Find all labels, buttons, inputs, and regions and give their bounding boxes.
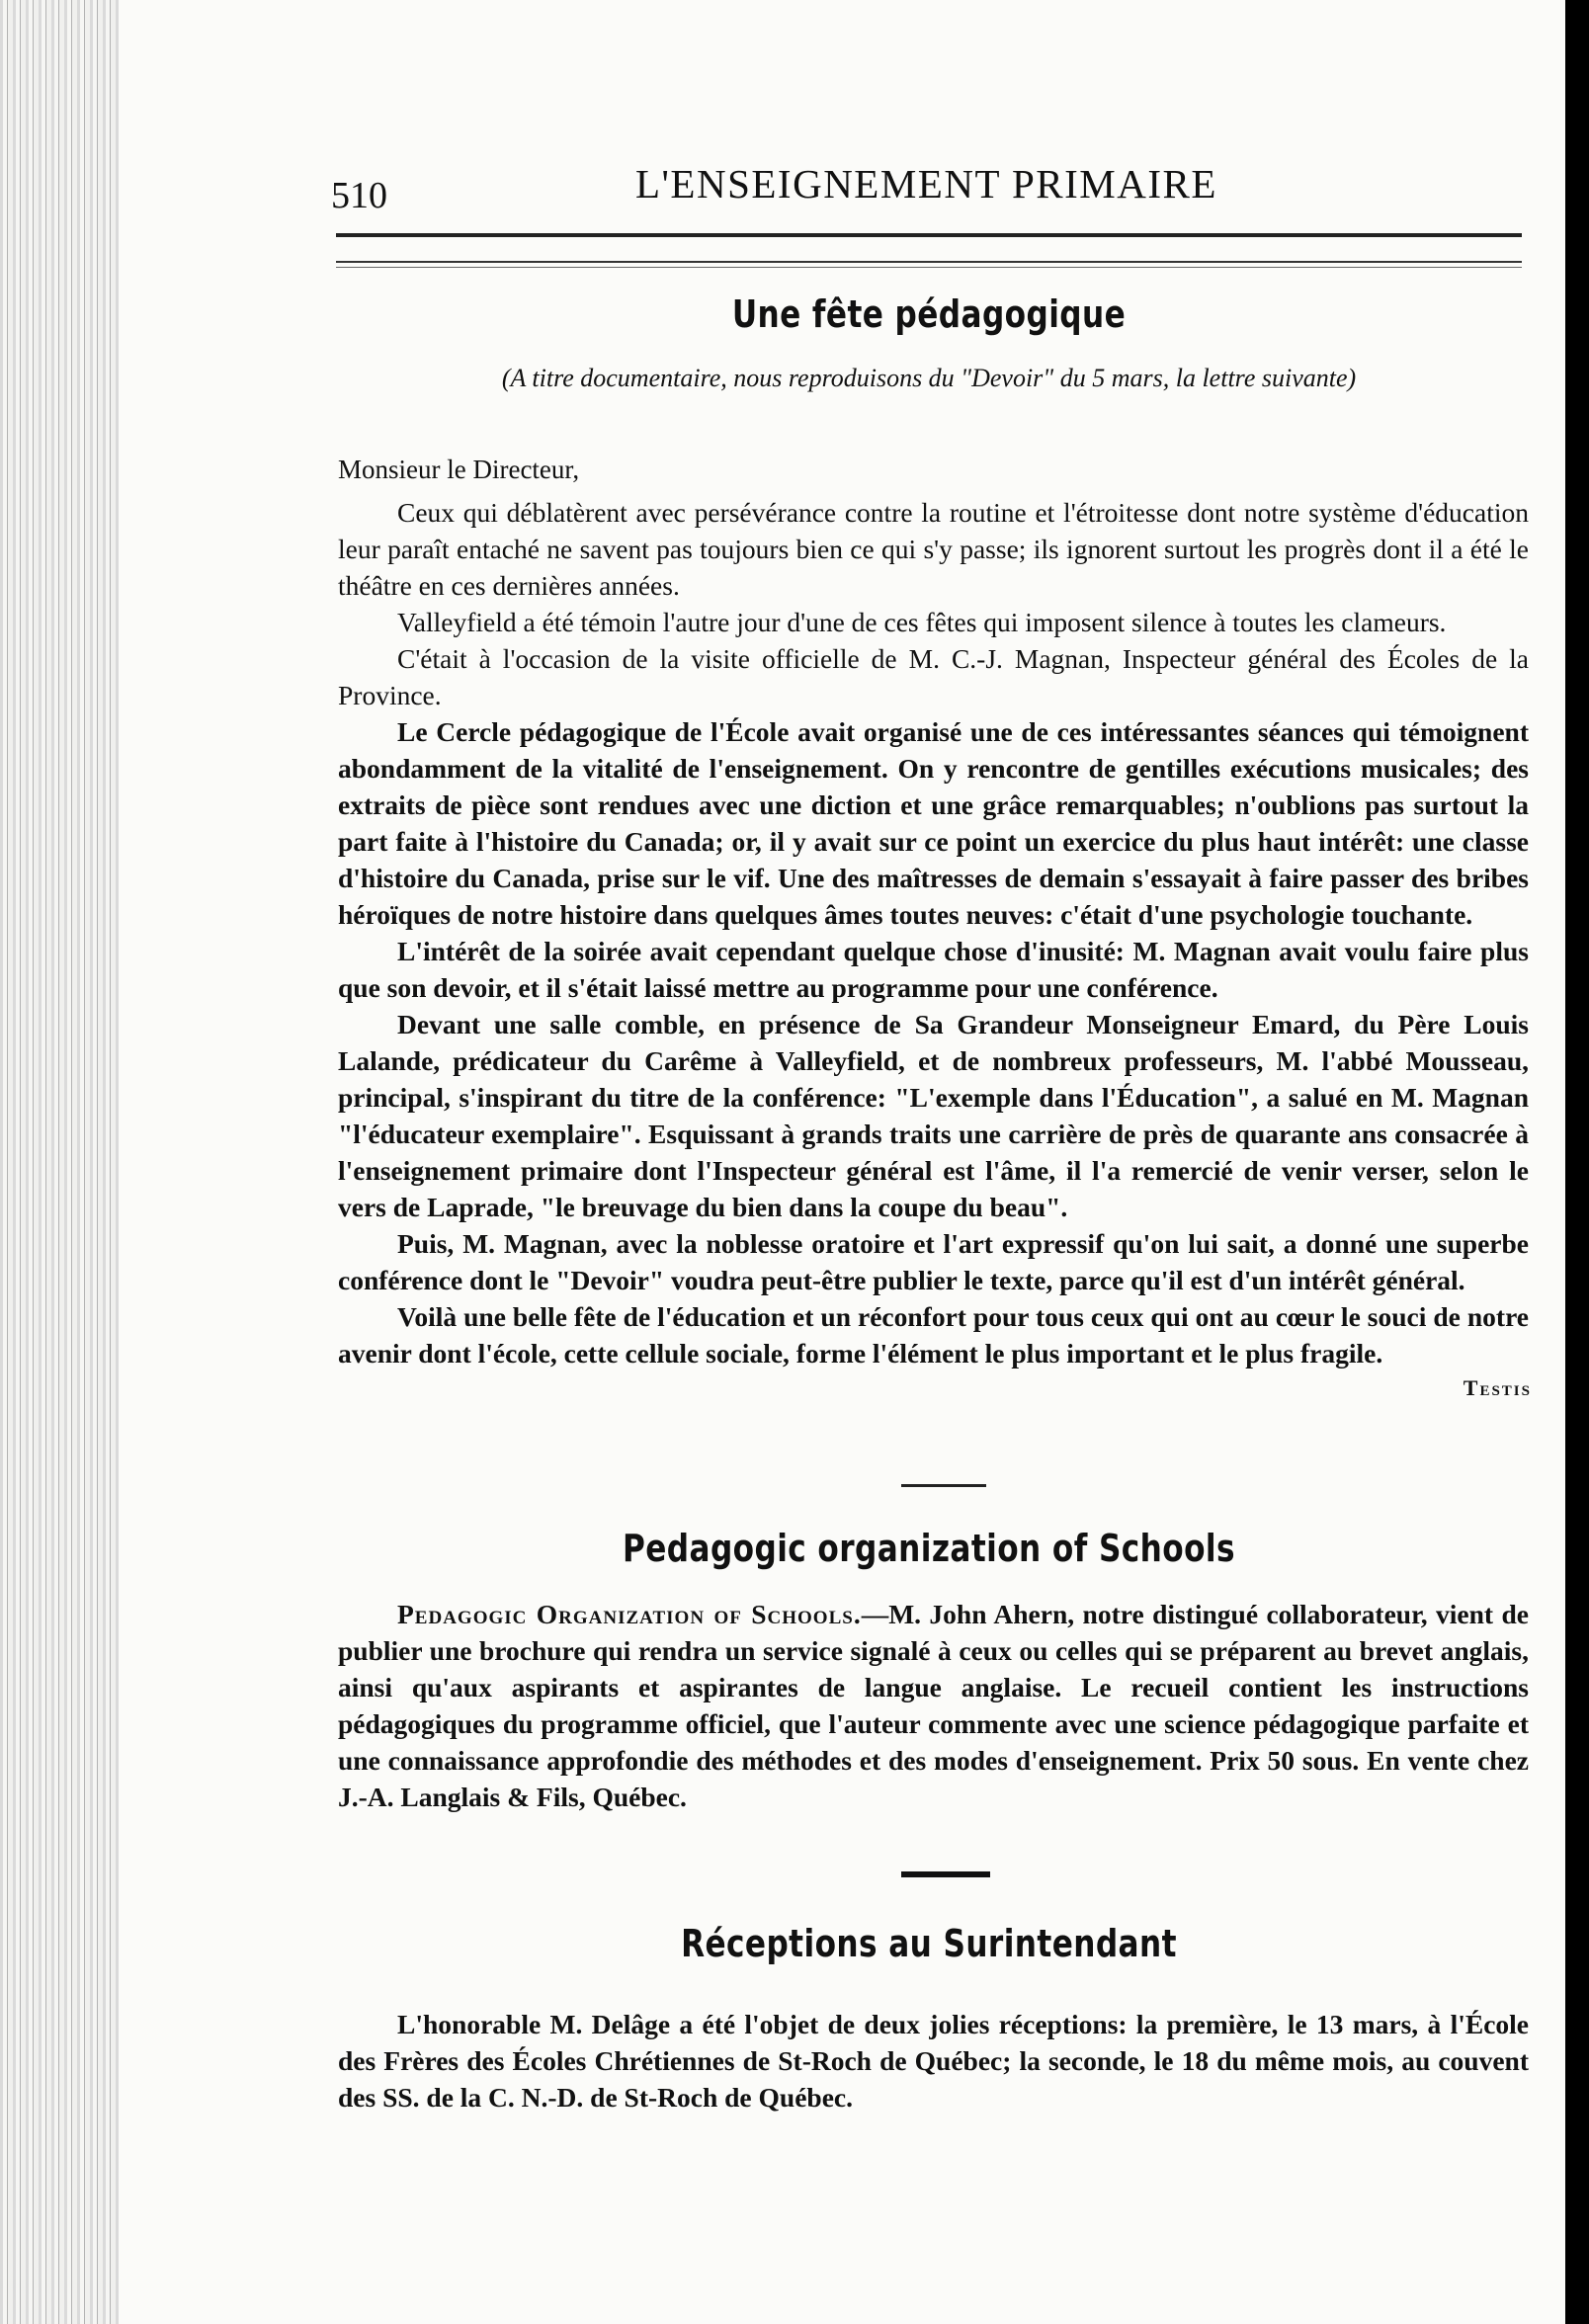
book-binding-edge: [0, 0, 119, 2324]
article-title-receptions: Réceptions au Surintendant: [681, 1922, 1177, 1965]
paragraph: C'était à l'occasion de la visite officielle de M. C.-J. Magnan, Inspecteur général des Écoles de la Province.: [338, 643, 1529, 710]
header-rule-thin: [336, 261, 1522, 263]
article-body-fete: [338, 494, 1529, 1371]
article-body-pedagogic: [338, 1596, 1529, 1815]
paragraph: Ceux qui déblatèrent avec persévérance contre la routine et l'étroitesse dont notre système d'éducation leur paraît entaché ne savent pas toujours bien ce qui s'y passe; ils ignorent surtout les progrès dont il a été le théâtre en ces dernières années.: [338, 497, 1529, 601]
section-separator: [901, 1484, 986, 1487]
header-rule-thin-2: [336, 267, 1522, 268]
section-separator-2: [901, 1871, 990, 1877]
salutation: Monsieur le Directeur,: [338, 455, 580, 484]
header-rule: [336, 233, 1522, 237]
paragraph: Devant une salle comble, en présence de Sa Grandeur Monseigneur Emard, du Père Louis Lalande, prédicateur du Carême à Valleyfield, et de nombreux professeurs, M. l'abbé Mousseau, principal, s'inspirant du titre de la conférence: "L'exemple dans l'Éducation", a salué en M. Magnan "l'éducateur exemplaire". Esquissant à grands traits une carrière de près de quarante ans consacrée à l'enseignement primaire dont l'Inspecteur général est l'âme, il l'a remercié de venir verser, selon le vers de Laprade, "le breuvage du bien dans la coupe du beau".: [338, 1009, 1529, 1222]
paragraph: L'intérêt de la soirée avait cependant quelque chose d'inusité: M. Magnan avait voulu faire plus que son devoir, et il s'était laissé mettre au programme pour une conférence.: [338, 936, 1529, 1003]
paragraph: Le Cercle pédagogique de l'École avait organisé une de ces intéressantes séances qui témoignent abondamment de la vitalité de l'enseignement. On y rencontre de gentilles exécutions musicales; des extraits de pièce sont rendues avec une diction et une grâce remarquables; n'oublions pas surtout la part faite à l'histoire du Canada; or, il y avait sur ce point un exercice du plus haut intérêt: une classe d'histoire du Canada, prise sur le vif. Une des maîtresses de demain s'essayait à faire passer des bribes héroïques de notre histoire dans quelques âmes toutes neuves: c'était d'une psychologie touchante.: [338, 716, 1529, 930]
signature: Testis: [1463, 1375, 1532, 1400]
paragraph: Voilà une belle fête de l'éducation et un réconfort pour tous ceux qui ont au cœur le souci de notre avenir dont l'école, cette cellule sociale, forme l'élément le plus important et le plus fragile.: [338, 1301, 1529, 1369]
article-body-receptions: [338, 2006, 1529, 2116]
page-number: 510: [331, 175, 387, 216]
paragraph: Valleyfield a été témoin l'autre jour d'une de ces fêtes qui imposent silence à toutes les clameurs.: [397, 607, 1447, 637]
article-intro: (A titre documentaire, nous reproduisons du "Devoir" du 5 mars, la lettre suivante): [501, 364, 1357, 392]
scan-border: [1565, 0, 1589, 2324]
running-title: L'ENSEIGNEMENT PRIMAIRE: [635, 161, 1217, 207]
book-title-lead: Pedagogic Organization of Schools.: [397, 1599, 862, 1629]
article-title-pedagogic: Pedagogic organization of Schools: [623, 1527, 1235, 1570]
paragraph: L'honorable M. Delâge a été l'objet de deux jolies réceptions: la première, le 13 mars, à l'École des Frères des Écoles Chrétiennes de St-Roch de Québec; la seconde, le 18 du même mois, au couvent des SS. de la C. N.-D. de St-Roch de Québec.: [338, 2009, 1529, 2113]
article-title-fete: Une fête pédagogique: [731, 292, 1127, 336]
page-header: [331, 160, 1527, 219]
paragraph: Puis, M. Magnan, avec la noblesse oratoire et l'art expressif qu'on lui sait, a donné une superbe conférence dont le "Devoir" voudra peut-être publier le texte, parce qu'il est d'un intérêt général.: [338, 1228, 1529, 1295]
paragraph: —M. John Ahern, notre distingué collaborateur, vient de publier une brochure qui rendra un service signalé à ceux ou celles qui se préparent au brevet anglais, ainsi qu'aux aspirants et aspirantes de langue anglaise. Le recueil contient les instructions pédagogiques du programme officiel, que l'auteur commente avec une science pédagogique parfaite et une connaissance approfondie des méthodes et des modes d'enseignement. Prix 50 sous. En vente chez J.-A. Langlais & Fils, Québec.: [338, 1599, 1529, 1812]
